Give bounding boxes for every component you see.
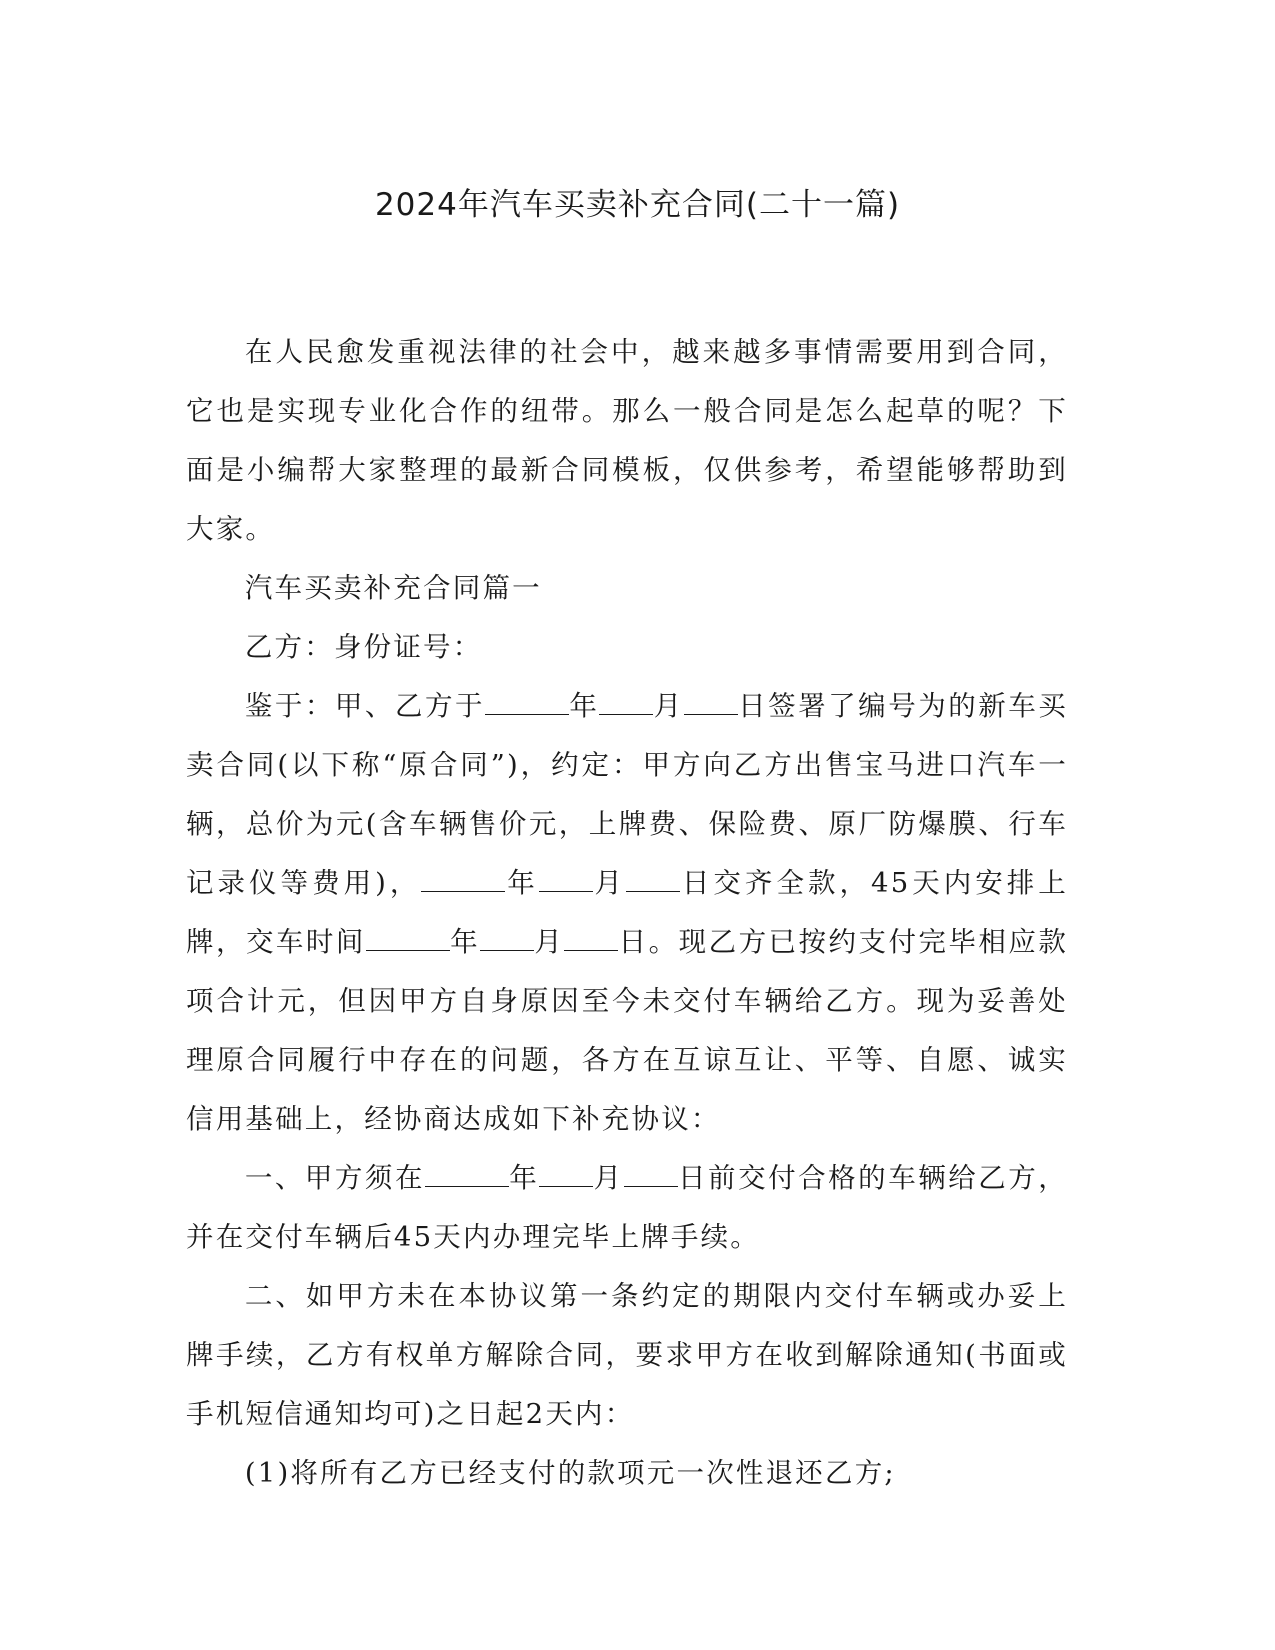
blank-field (480, 928, 534, 951)
blank-field (684, 692, 738, 715)
text-span: 鉴于：甲、乙方于 (244, 690, 486, 722)
text-span: 日前交付合格的车辆给乙方，并在交付车辆后45天内办理完毕上牌手续。 (186, 1162, 1069, 1253)
text-span: 一、甲方须在 (244, 1162, 425, 1194)
text-span: 日。现乙方已按约支付完毕相应款项合计元，但因甲方自身原因至今未交付车辆给乙方。现为妥善处理原合同履行中存在的问题，各方在互谅互让、平等、自愿、诚实信用基础上，经协商达成如下补充协议： (186, 926, 1069, 1135)
text-span: 日交齐全款，45天内安排上牌，交车时间 (186, 867, 1069, 958)
blank-field (564, 928, 618, 951)
blank-field (421, 869, 505, 892)
text-span: 月 (593, 1162, 624, 1194)
text-span: 月 (653, 690, 684, 722)
text-span: 月 (534, 926, 565, 958)
blank-field (366, 928, 450, 951)
blank-field (485, 692, 569, 715)
intro-paragraph: 在人民愈发重视法律的社会中，越来越多事情需要用到合同，它也是实现专业化合作的纽带。那么一般合同是怎么起草的呢？下面是小编帮大家整理的最新合同模板，仅供参考，希望能够帮助到大家。 (186, 336, 1068, 545)
text-span: 年 (449, 926, 481, 958)
blank-field (626, 869, 680, 892)
text-span: 年 (508, 1162, 540, 1194)
clause-one (186, 1149, 1068, 1267)
document-body (186, 323, 1068, 1503)
blank-field (599, 692, 653, 715)
blank-field (624, 1164, 678, 1187)
party-b-line: 乙方：身份证号： (244, 631, 483, 663)
text-span: 年 (505, 867, 539, 899)
blank-field (539, 869, 593, 892)
whereas-paragraph (186, 677, 1068, 1149)
section-heading: 汽车买卖补充合同篇一 (244, 572, 542, 604)
text-span: 日签署了编号为的新车买卖合同(以下称“原合同”)，约定：甲方向乙方出售宝马进口汽车一辆，总价为元(含车辆售价元，上牌费、保险费、原厂防爆膜、行车记录仪等费用)， (186, 690, 1069, 899)
blank-field (539, 1164, 593, 1187)
text-span: 年 (569, 690, 600, 722)
text-span: 月 (592, 867, 627, 899)
clause-two-item-1: (1)将所有乙方已经支付的款项元一次性退还乙方; (244, 1457, 896, 1489)
blank-field (425, 1164, 509, 1187)
clause-two: 二、如甲方未在本协议第一条约定的期限内交付车辆或办妥上牌手续，乙方有权单方解除合同，要求甲方在收到解除通知(书面或手机短信通知均可)之日起2天内： (186, 1280, 1068, 1430)
document-title: 2024年汽车买卖补充合同(二十一篇) (374, 187, 901, 223)
